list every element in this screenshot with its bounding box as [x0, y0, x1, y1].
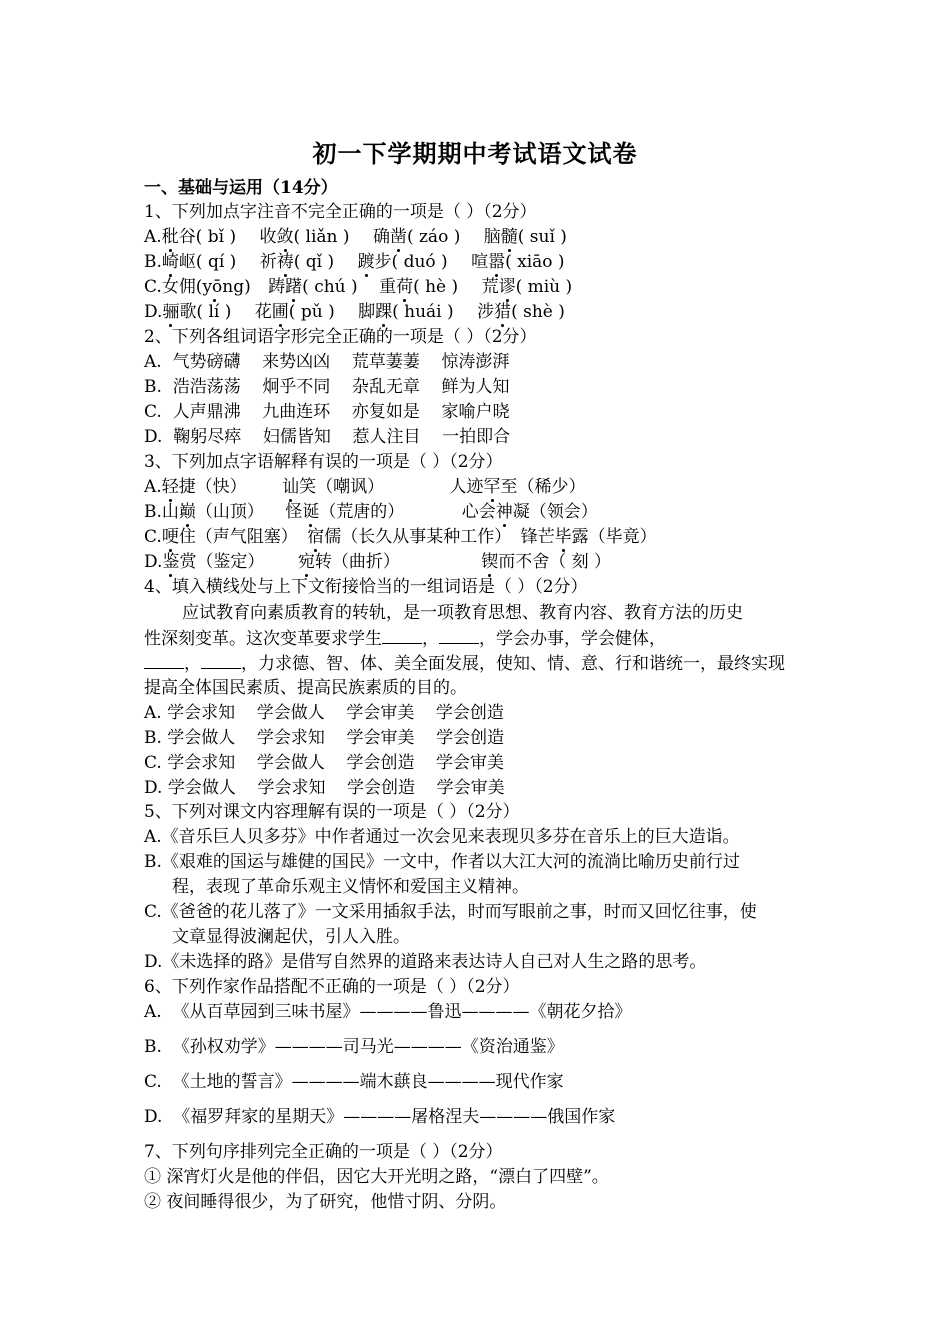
q6-option-c: C. 《土地的誓言》————端木蕻良————现代作家 — [144, 1072, 564, 1092]
fill-blank-1[interactable] — [382, 627, 422, 644]
question-6-stem: 6、下列作家作品搭配不正确的一项是（ ）（2分） — [144, 977, 520, 997]
q6-option-d: D. 《福罗拜家的星期天》————屠格涅夫————俄国作家 — [144, 1107, 616, 1127]
q5-option-a: A.《音乐巨人贝多芬》中作者通过一次会见来表现贝多芬在音乐上的巨大造诣。 — [144, 827, 740, 847]
q5-option-b-cont: 程，表现了革命乐观主义情怀和爱国主义精神。 — [172, 877, 529, 897]
question-7-stem: 7、下列句序排列完全正确的一项是（ ）（2分） — [144, 1142, 503, 1162]
fill-blank-4[interactable] — [201, 652, 241, 669]
q6-option-a: A. 《从百草园到三味书屋》————鲁迅————《朝花夕拾》 — [144, 1002, 632, 1022]
question-2-stem: 2、下列各组词语字形完全正确的一项是（ ）（2分） — [144, 327, 537, 347]
q3-option-d: D.鉴赏（鉴定） 宛转（曲折） 锲而不舍（ 刻 ） — [144, 552, 612, 572]
q5-option-c-cont: 文章显得波澜起伏，引人入胜。 — [172, 927, 410, 947]
q4-passage-line-4: 提高全体国民素质、提高民族素质的目的。 — [144, 678, 467, 698]
section-heading: 一、基础与运用（14分） — [144, 178, 338, 198]
q5-option-c: C.《爸爸的花儿落了》一文采用插叙手法，时而写眼前之事，时而又回忆往事，使 — [144, 902, 757, 922]
question-1-stem: 1、下列加点字注音不完全正确的一项是（ ）（2分） — [144, 202, 537, 222]
question-3-stem: 3、下列加点字语解释有误的一项是（ ）（2分） — [144, 452, 503, 472]
question-5-stem: 5、下列对课文内容理解有误的一项是（ ）（2分） — [144, 802, 520, 822]
q5-option-b: B.《艰难的国运与雄健的国民》一文中，作者以大江大河的流淌比喻历史前行过 — [144, 852, 740, 872]
q1-option-a: A.秕谷( bǐ ) 收敛( liǎn ) 确凿( záo ) 脑髓( suǐ ) — [144, 227, 567, 247]
q1-option-c: C.女佣(yōng) 踌躇( chú ) 重荷( hè ) 荒谬( miù ) — [144, 277, 573, 297]
q3-option-a: A.轻捷（快） 讪笑（嘲讽） 人迹罕至（稀少） — [144, 477, 586, 497]
q2-option-b: B. 浩浩荡荡 炯乎不同 杂乱无章 鲜为人知 — [144, 377, 510, 397]
question-4-stem: 4、填入横线处与上下文衔接恰当的一组词语是（ ）（2分） — [144, 577, 588, 597]
q2-option-c: C. 人声鼎沸 九曲连环 亦复如是 家喻户晓 — [144, 402, 510, 422]
q1-option-d: D.骊歌( lí ) 花圃( pǔ ) 脚踝( huái ) 涉猎( shè ) — [144, 302, 565, 322]
q4-passage-line-3: ， ，力求德、智、体、美全面发展，使知、情、意、行和谐统一，最终实现 — [144, 652, 785, 675]
q4-option-d: D. 学会做人 学会求知 学会创造 学会审美 — [144, 778, 505, 798]
fill-blank-3[interactable] — [144, 652, 184, 669]
q1-option-b: B.崎岖( qí ) 祈祷( qǐ ) 踱步( duó ) 喧嚣( xiāo ) — [144, 252, 565, 272]
q4-option-c: C. 学会求知 学会做人 学会创造 学会审美 — [144, 753, 505, 773]
page-title: 初一下学期期中考试语文试卷 — [312, 139, 638, 168]
q4-option-a: A. 学会求知 学会做人 学会审美 学会创造 — [144, 703, 504, 723]
q5-option-d: D.《未选择的路》是借写自然界的道路来表达诗人自己对人生之路的思考。 — [144, 952, 707, 972]
q7-sentence-1: ① 深宵灯火是他的伴侣，因它大开光明之路，“漂白了四壁”。 — [144, 1167, 609, 1187]
q3-option-c: C.哽住（声气阻塞） 宿儒（长久从事某种工作） 锋芒毕露（毕竟） — [144, 527, 657, 547]
q3-option-b: B.山巅（山顶） 怪诞（荒唐的） 心会神凝（领会） — [144, 502, 598, 522]
q4-passage-line-2: 性深刻变革。这次变革要求学生 ， ，学会办事，学会健体， — [144, 629, 666, 649]
q4-passage-line-1: 应试教育向素质教育的转轨，是一项教育思想、教育内容、教育方法的历史 — [182, 603, 743, 623]
q4-option-b: B. 学会做人 学会求知 学会审美 学会创造 — [144, 728, 505, 748]
fill-blank-2[interactable] — [439, 627, 479, 644]
q2-option-d: D. 鞠躬尽瘁 妇儒皆知 惹人注目 一拍即合 — [144, 427, 511, 447]
q7-sentence-2: ② 夜间睡得很少，为了研究，他惜寸阴、分阴。 — [144, 1192, 507, 1212]
q6-option-b: B. 《孙权劝学》————司马光————《资治通鉴》 — [144, 1037, 564, 1057]
q2-option-a: A. 气势磅礴 来势凶凶 荒草萋萋 惊涛澎湃 — [144, 352, 510, 372]
